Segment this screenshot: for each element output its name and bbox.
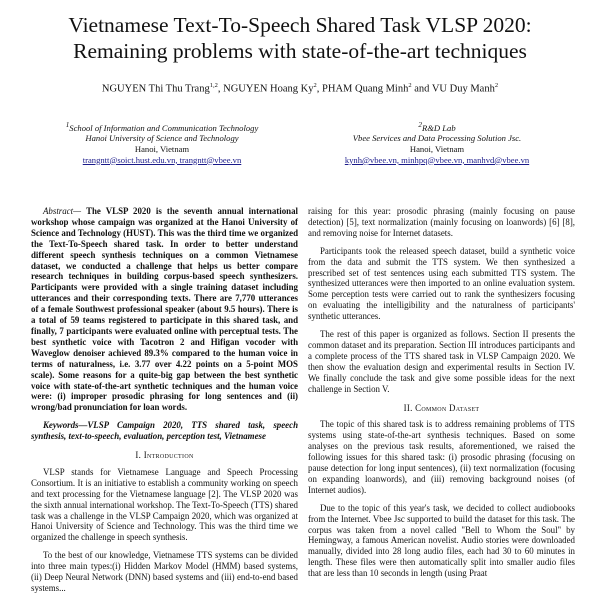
author-name: NGUYEN Hoang Ky [223,83,314,95]
author-affiliation-mark: 2 [494,82,499,89]
abstract-text: The VLSP 2020 is the seventh annual international workshop whose campaign was organized at the Hanoi University of Science and Technology (HUST). This was the third time we organized the Text-To-Speech shared task. In order to better understand different speech synthesis techniques on a common Vietnamese dataset, we conducted a challenge that helps us better compare research techniques in building corpus-based speech synthesizers. Participants were provided with a single training dataset including utterances and their corresponding texts. There are 7,770 utterances of a female Southwest professional speaker (about 9.5 hours). There is a total of 59 teams registered to participate in this shared task, and finally, 7 participants were evaluated online with perceptual tests. The best synthetic voice with Tacotron 2 and Hifigan vocoder with Waveglow denoiser achieved 89.3% compared to the human voice in terms of naturalness, i.e. 3.77 over 4.22 points on a 5-point MOS scale). Some reasons for a quite-big gap between the best synthetic voice with state-of-the-art synthetic techniques and the human voice were: (i) improper prosodic phrasing for long sentences and (ii) wrong/bad pronunciation for loan words. [31,206,298,413]
body-paragraph: raising for this year: prosodic phrasing (mainly focusing on pause detection) [5], text normalization (mainly focusing on loanwords) [6] [8], and removing noise for Internet datasets. [308,206,575,238]
affiliation-email[interactable]: kynh@vbee.vn, minhpq@vbee.vn, manhvd@vbee.vn [344,154,530,165]
body-paragraph: Due to the topic of this year's task, we decided to collect audiobooks from the Internet. Vbee Jsc supported to build the dataset for this task. The corpus was taken from a novel called "Bell to Whom the Soul" by Hemingway, a famous American novelist. Audio stories were downloaded manually, divided into 28 long audio files, each had 30 to 60 minutes in length. These files were then automatically split into smaller audio files that are less than 10 seconds in length (using Praat [308,502,575,579]
abstract-dash: — [73,206,87,216]
affiliation-university: Hanoi University of Science and Technology [85,133,239,144]
body-paragraph: VLSP stands for Vietnamese Language and Speech Processing Consortium. It is an initiative to establish a community working on speech and text processing for the Vietnamese language [2]. The VLSP 2020 was the sixth annual international workshop. The Text-To-Speech (TTS) shared task was a challenge in the VLSP Campaign 2020, which was organized at Hanoi University of Science and Technology. This was the third time we organized the challenge in speech synthesis. [31,466,298,543]
author-affiliation-mark: 2 [408,82,412,89]
keywords [31,420,298,442]
affiliation-mark: 2 [418,121,422,129]
author-name: NGUYEN Thi Thu Trang [101,83,210,95]
body-paragraph: To the best of our knowledge, Vietnamese TTS systems can be divided into three main types:(i) Hidden Markov Model (HMM) based systems, (ii) Deep Neural Network (DNN) based systems and (iii) end-to-end based systems... [31,550,298,593]
affiliation-email[interactable]: trangntt@soict.hust.edu.vn, trangntt@vbee.vn [82,154,242,165]
keywords-text: —VLSP Campaign 2020, TTS shared task, speech synthesis, text-to-speech, evaluation, perception test, Vietnamese [31,420,298,442]
affiliation-company: Vbee Services and Data Processing Solution Jsc. [352,133,522,144]
title-line-1: Vietnamese Text-To-Speech Shared Task VLSP 2020: [68,13,532,37]
author-name: VU Duy Manh [431,83,495,95]
author-separator: and [411,83,432,95]
abstract-lead: Abstract [43,206,74,216]
left-column [31,206,298,600]
body-paragraph: The topic of this shared task is to address remaining problems of TTS systems using state-of-the-art synthesis techniques. Based on some analyses on the previous task results, aforementioned, we raised the following issues for this shared task: (i) prosodic phrasing (focusing on pause detection for long input sentences), (ii) text normalization (focusing on expanding loanwords), and (iii) removing background noises (of Internet audios). [308,419,575,495]
affiliation-city: Hanoi, Vietnam [409,144,465,155]
body-paragraph: Participants took the released speech dataset, build a synthetic voice from the data and submit the TTS system. We then synthesized a prescribed set of test sentences using each submitted TTS system. The synthesized utterances were then imported to an online evaluation system. Some perception tests were carried out to rank the synthesizers focusing on evaluating the intelligibility and the naturalness of participants' synthetic utterances. [308,245,575,322]
author-affiliation-mark: 1,2 [209,82,218,89]
affiliation-school: School of Information and Communication Technology [69,122,259,133]
abstract [31,206,298,413]
title-line-2: Remaining problems with state-of-the-art techniques [73,39,527,63]
author-affiliation-mark: 2 [313,82,317,89]
author-list [20,82,580,95]
affiliation-mark: 1 [65,121,70,129]
author-separator: , [217,83,224,95]
section-heading-introduction: I. Introduction [135,450,194,461]
paper-title [20,12,580,64]
right-column [308,206,575,586]
affiliation-2 [312,120,562,165]
affiliation-1 [37,120,287,165]
author-name: PHAM Quang Minh [322,83,409,95]
section-heading-common-dataset: II. Common Dataset [403,402,480,413]
body-paragraph: The rest of this paper is organized as follows. Section II presents the common dataset and its preparation. Section III introduces participants and a complete process of the TTS shared task in VLSP Campaign 2020. We then show the evaluation design and experimental results in Section IV. We finally conclude the task and give some possible ideas for the next challenge in Section V. [308,329,575,394]
keywords-lead: Keywords [43,420,79,431]
affiliation-lab: R&D Lab [421,122,456,133]
affiliation-city: Hanoi, Vietnam [134,144,190,155]
author-separator: , [316,83,323,95]
